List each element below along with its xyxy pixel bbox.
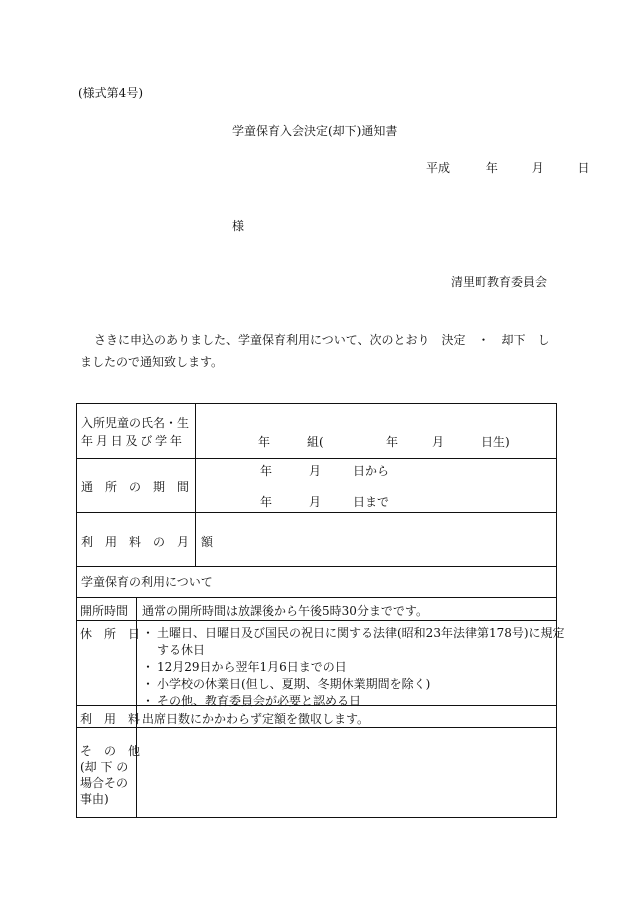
child-class: 組( <box>307 435 324 449</box>
issuer-name: 清里町教育委員会 <box>451 275 548 289</box>
period-from-month: 月 <box>309 464 322 478</box>
period-from-year: 年 <box>260 464 273 478</box>
holiday-item: ・ 12月29日から翌年1月6日までの日 <box>144 659 565 676</box>
row-divider <box>76 727 557 728</box>
hours-value: 通常の開所時間は放課後から午後5時30分までです。 <box>142 604 428 618</box>
other-label-line2: (却 下 の <box>80 760 129 774</box>
period-from-day: 日から <box>353 464 390 478</box>
child-grade-year: 年 <box>258 435 271 449</box>
row-divider <box>76 597 557 598</box>
notice-paragraph <box>80 329 558 373</box>
holidays-label: 休 所 日 <box>80 627 141 641</box>
child-label-line1: 入所児童の氏名・生 <box>81 416 190 430</box>
date-line <box>426 159 590 176</box>
other-label-line3: 場合その <box>80 776 129 790</box>
date-day: 日 <box>577 161 590 175</box>
row-divider <box>76 620 557 621</box>
monthly-fee-label: 利 用 料 の 月 額 <box>81 535 214 549</box>
period-label: 通 所 の 期 間 <box>81 480 190 494</box>
other-label-line1: そ の 他 <box>80 744 141 758</box>
other-label-line4: 事由) <box>80 792 109 806</box>
holiday-item-continuation: する休日 <box>157 643 206 657</box>
holiday-item: ・ 土曜日、日曜日及び国民の祝日に関する法律(昭和23年法律第178号)に規定 する休日 <box>144 625 565 659</box>
period-to-month: 月 <box>309 495 322 509</box>
document-title: 学童保育入会決定(却下)通知書 <box>232 124 398 138</box>
hours-label: 開所時間 <box>80 604 129 618</box>
date-month: 月 <box>531 161 544 175</box>
child-label-line2: 年 月 日 及 び 学 年 <box>81 434 182 448</box>
notice-text: さきに申込のありました、学童保育利用について、次のとおり 決定 ・ 却下 しましたので通知致します。 <box>80 333 550 369</box>
holiday-item: ・ 小学校の休業日(但し、夏期、冬期休業期間を除く) <box>144 676 565 693</box>
row-divider <box>76 512 557 513</box>
usage-fee-value: 出席日数にかかわらず定額を徴収します。 <box>142 712 370 726</box>
form-number: (様式第4号) <box>78 86 143 100</box>
row-divider <box>76 566 557 567</box>
holiday-list <box>144 625 565 710</box>
section-heading: 学童保育の利用について <box>81 575 213 589</box>
child-birth-month: 月 <box>432 435 445 449</box>
child-birth-year: 年 <box>386 435 399 449</box>
holiday-item: ・ その他、教育委員会が必要と認める日 <box>144 693 565 710</box>
date-era: 平成 <box>426 161 451 175</box>
period-to-day: 日まで <box>353 495 390 509</box>
child-birth-day: 日生) <box>481 435 510 449</box>
period-to-year: 年 <box>260 495 273 509</box>
addressee-suffix: 様 <box>232 219 245 233</box>
row-divider <box>76 458 557 459</box>
date-year: 年 <box>485 161 498 175</box>
usage-fee-label: 利 用 料 <box>80 712 141 726</box>
